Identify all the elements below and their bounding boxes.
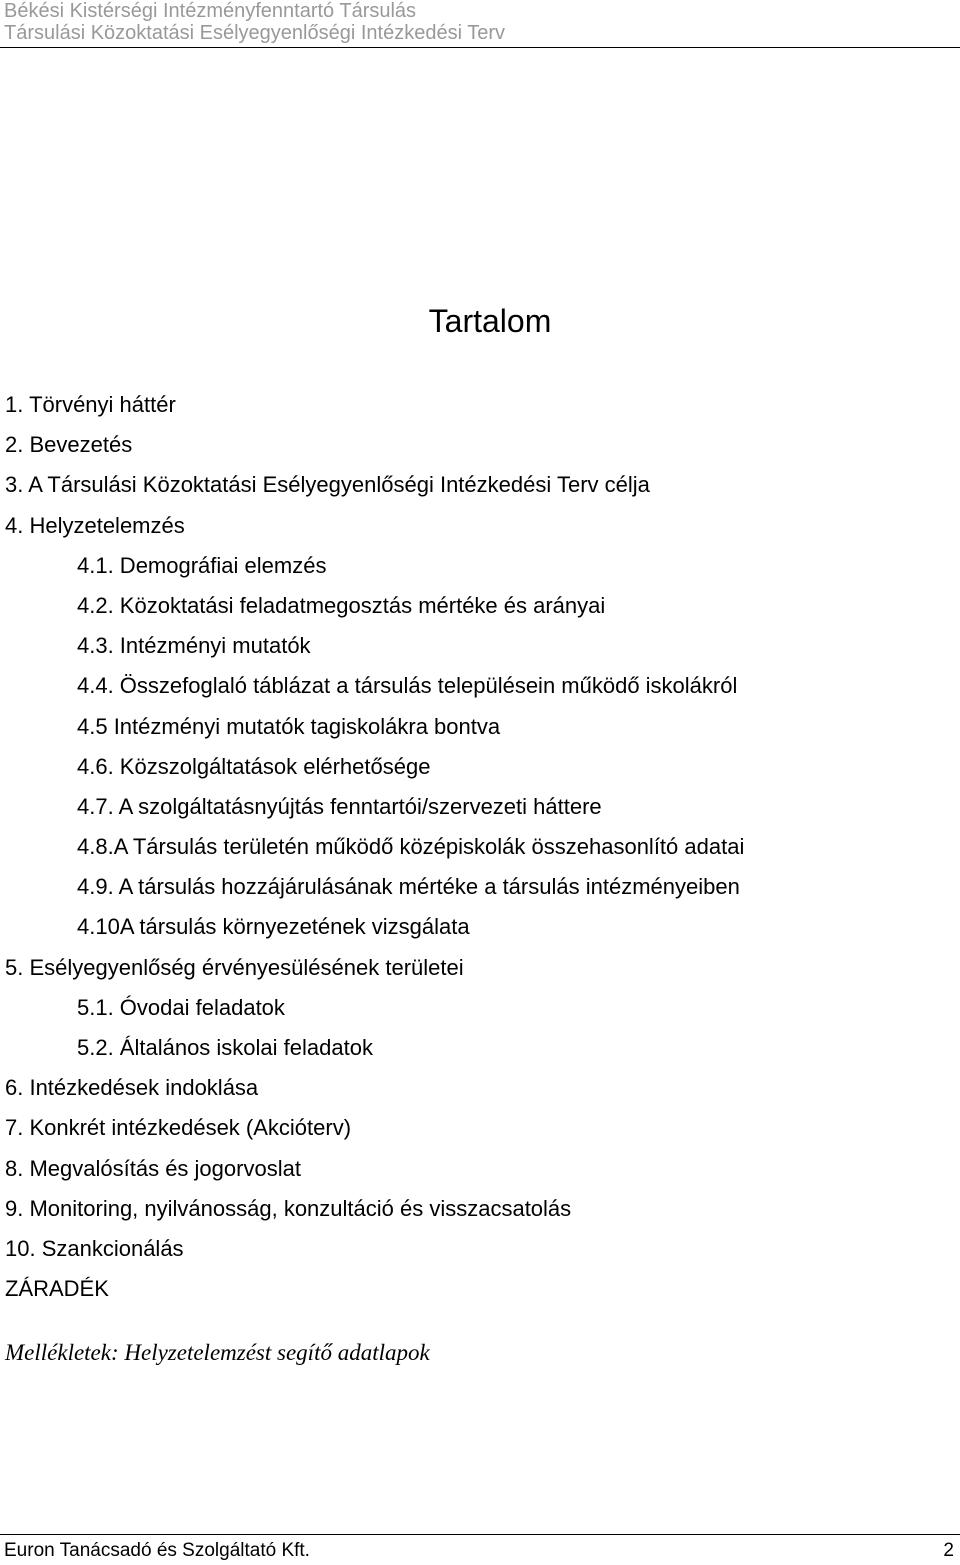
page-header: [0, 0, 960, 48]
toc-entry: 1. Törvényi háttér: [5, 392, 176, 417]
toc-entry: 5. Esélyegyenlőség érvényesülésének területei: [5, 954, 464, 980]
toc-entry: 5.1. Óvodai feladatok: [77, 994, 285, 1020]
toc-entry: 3. A Társulási Közoktatási Esélyegyenlőségi Intézkedési Terv célja: [5, 472, 650, 498]
toc-entry: 4.6. Közszolgáltatások elérhetősége: [77, 753, 431, 779]
toc-entry: 4.4. Összefoglaló táblázat a társulás településein működő iskolákról: [77, 673, 738, 699]
toc-entry: 4.2. Közoktatási feladatmegosztás mértéke és arányai: [77, 592, 606, 618]
toc-entry: 7. Konkrét intézkedések (Akcióterv): [5, 1115, 352, 1141]
toc-entry: 4.1. Demográfiai elemzés: [77, 552, 327, 578]
toc-entry: 4.10A társulás környezetének vizsgálata: [77, 914, 470, 940]
toc-entry: 10. Szankcionálás: [5, 1235, 184, 1261]
toc-entry: 9. Monitoring, nyilvánosság, konzultáció és visszacsatolás: [5, 1195, 572, 1221]
toc-entry: 4.9. A társulás hozzájárulásának mértéke a társulás intézményeiben: [77, 874, 740, 900]
page-footer: [0, 1534, 960, 1565]
table-of-contents: [0, 385, 744, 1309]
toc-title: Tartalom: [428, 303, 552, 339]
appendix-note: Mellékletek: Helyzetelemzést segítő adatlapok: [5, 1340, 430, 1365]
toc-entry: ZÁRADÉK: [5, 1276, 109, 1302]
toc-entry: 5.2. Általános iskolai feladatok: [77, 1035, 373, 1060]
toc-entry: 8. Megvalósítás és jogorvoslat: [5, 1155, 301, 1181]
toc-entry: 4.7. A szolgáltatásnyújtás fenntartói/szervezeti háttere: [77, 793, 602, 819]
toc-entry: 4.8.A Társulás területén működő középiskolák összehasonlító adatai: [77, 834, 745, 860]
toc-entry: 6. Intézkedések indoklása: [5, 1075, 259, 1101]
header-document-title: Társulási Közoktatási Esélyegyenlőségi Intézkedési Terv: [4, 22, 505, 44]
header-organization: Békési Kistérségi Intézményfenntartó Társulás: [4, 0, 417, 22]
page-number: 2: [943, 1540, 954, 1561]
toc-entry: 4.5 Intézményi mutatók tagiskolákra bontva: [77, 713, 501, 739]
toc-entry: 2. Bevezetés: [5, 432, 133, 458]
footer-company: Euron Tanácsadó és Szolgáltató Kft.: [4, 1540, 310, 1561]
toc-entry: 4. Helyzetelemzés: [5, 512, 185, 538]
toc-entry: 4.3. Intézményi mutatók: [77, 633, 311, 659]
